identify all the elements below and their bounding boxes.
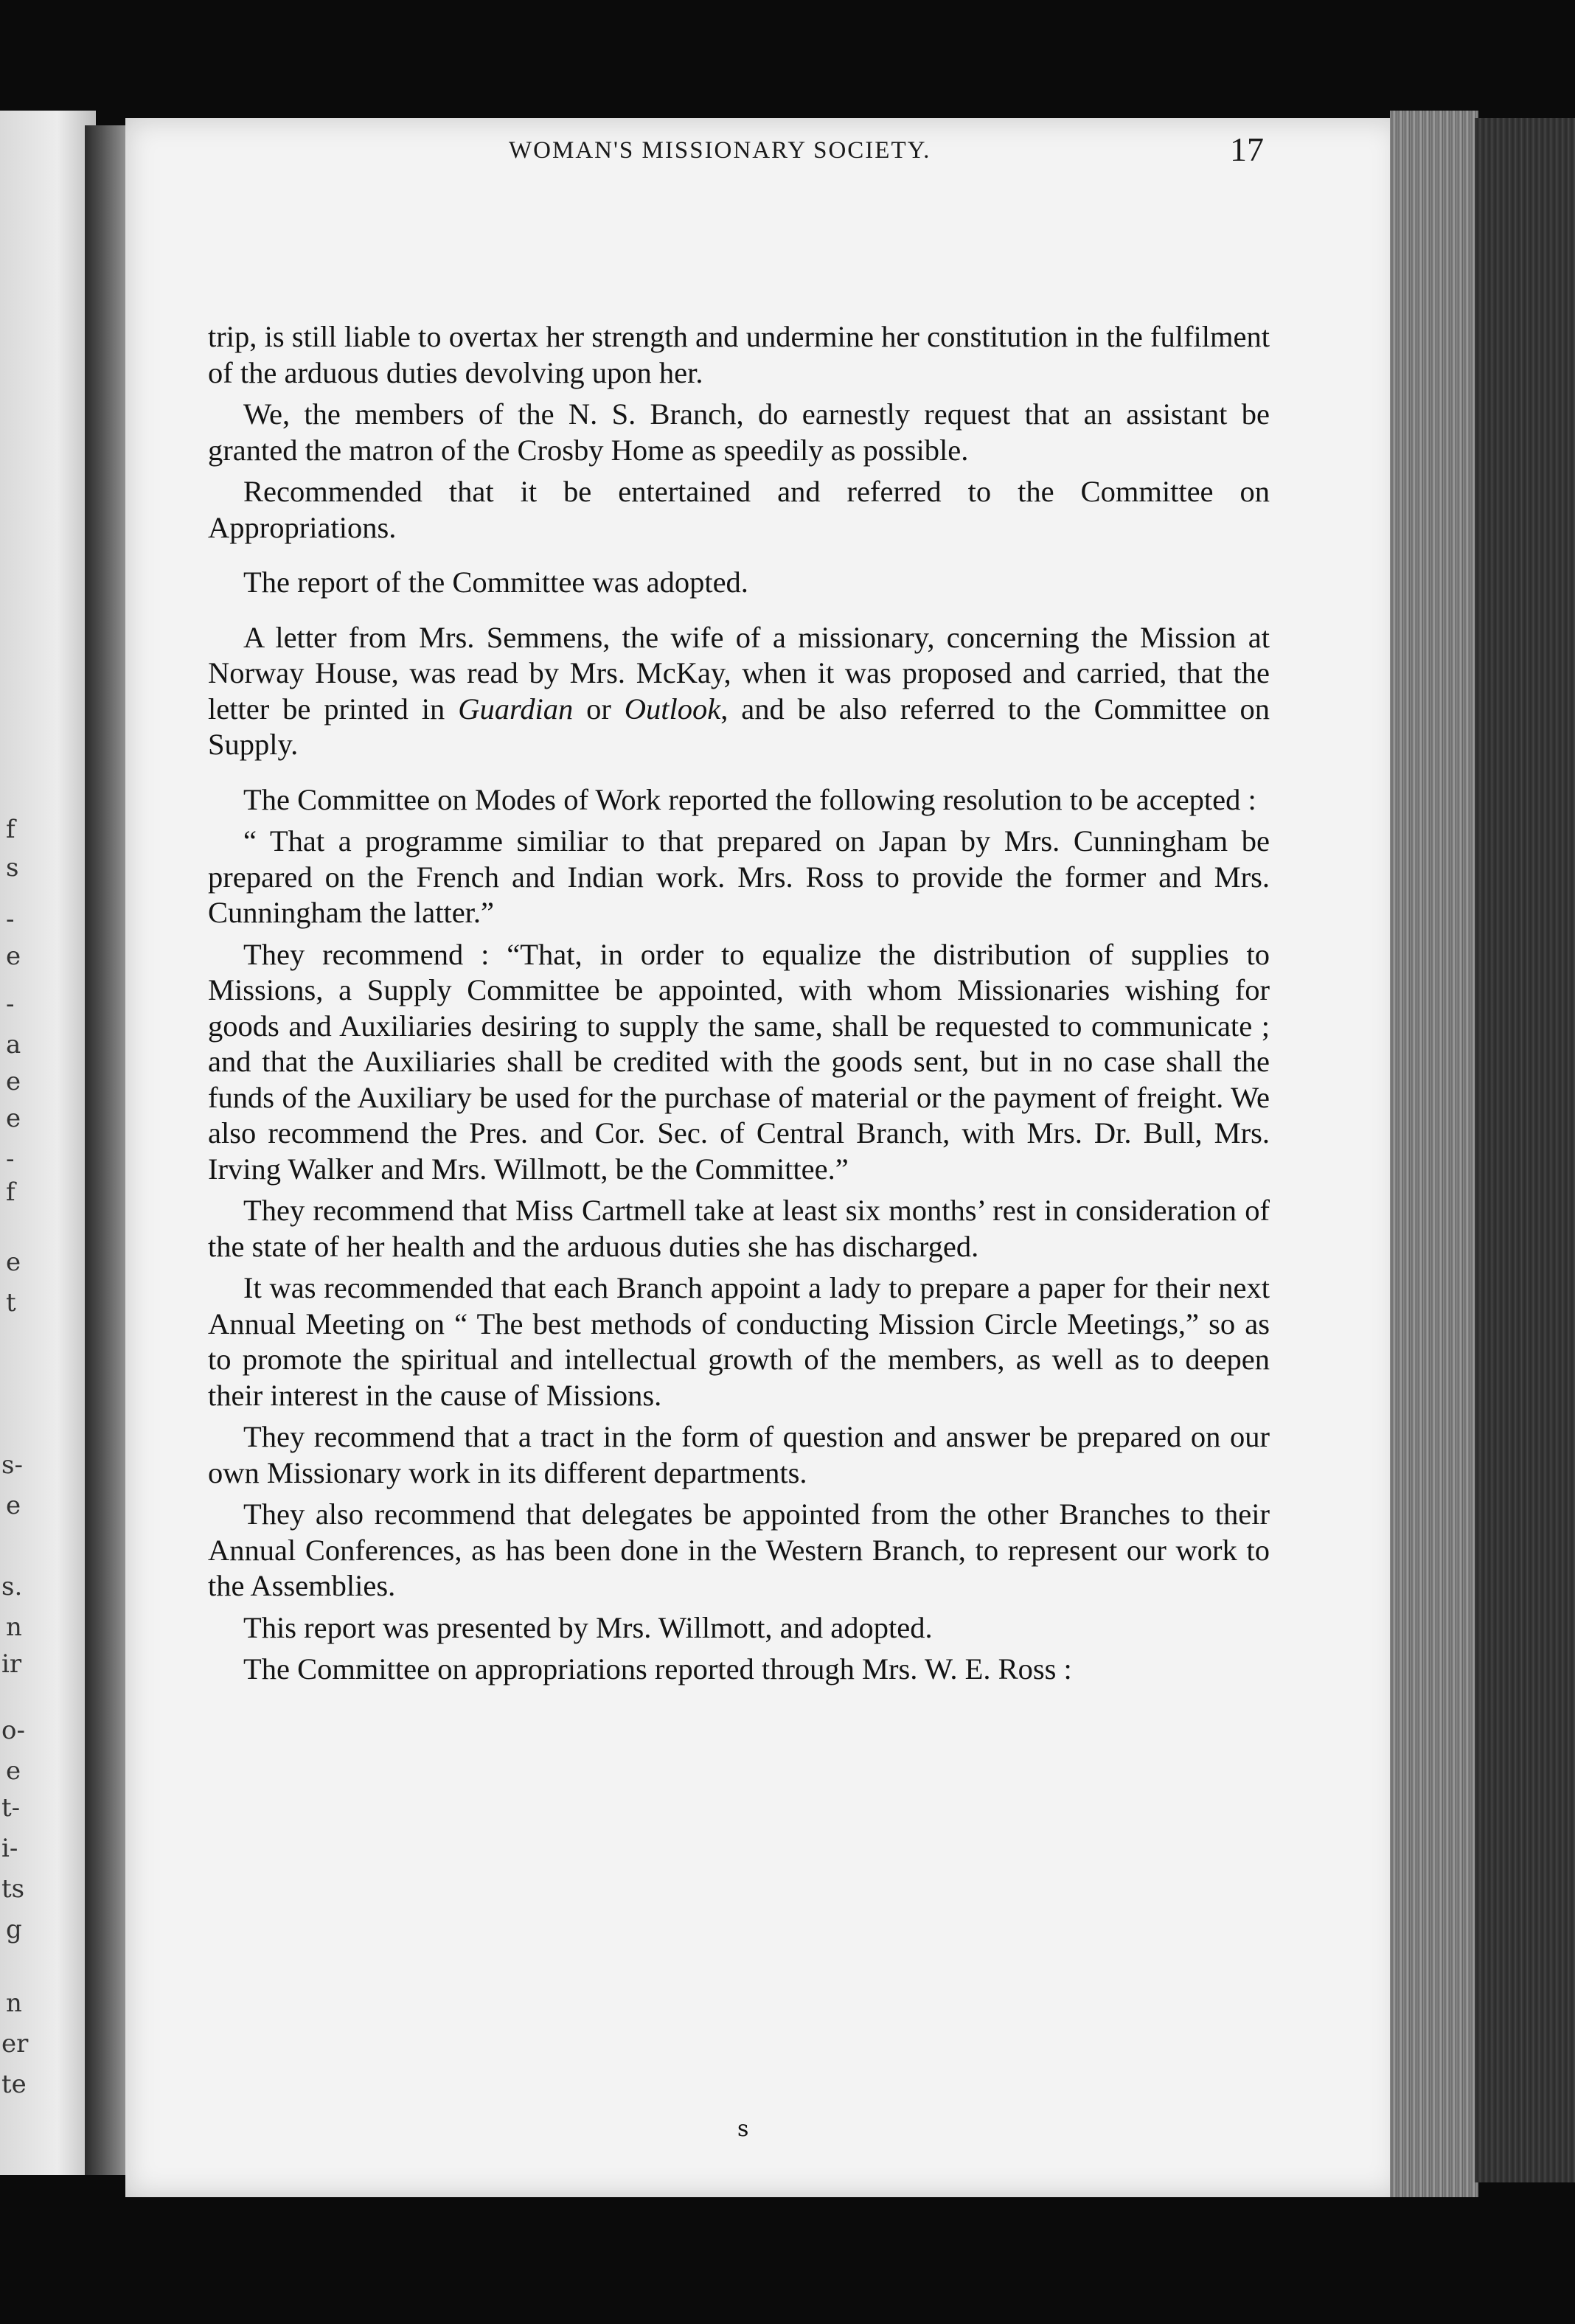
paragraph: It was recommended that each Branch appoint a lady to prepare a paper for their next Annual Meeting on “ The best methods of conducting Mission Circle Meetings,” so as to promote the spiritual and intellectual growth of the members, as well as to deepen their interest in the cause of Missions. xyxy=(208,1271,1270,1412)
edge-letter: s. xyxy=(1,1572,23,1601)
paragraph: Recommended that it be entertained and referred to the Committee on Appropriations. xyxy=(208,475,1270,544)
paragraph xyxy=(208,620,1270,763)
edge-letter: s xyxy=(6,853,19,883)
book-gutter xyxy=(85,125,129,2175)
edge-letter: er xyxy=(1,2029,29,2059)
page-header xyxy=(140,130,1264,168)
edge-letter: e xyxy=(6,942,21,971)
edge-letter: te xyxy=(1,2070,27,2099)
edge-letter: e xyxy=(6,1491,21,1520)
edge-letter: o- xyxy=(1,1716,25,1745)
italic-title: Guardian xyxy=(458,692,574,726)
paragraph-text: , and be also referred to the Committee on Supply. xyxy=(208,692,1270,761)
paragraph: This report was presented by Mrs. Willmott, and adopted. xyxy=(243,1610,933,1644)
page-number: 17 xyxy=(1230,131,1264,168)
edge-letter: e xyxy=(6,1248,21,1277)
edge-letter: s- xyxy=(1,1450,23,1480)
paragraph: They recommend that Miss Cartmell take at least six months’ rest in consideration of the state of her health and the arduous duties she has discharged. xyxy=(208,1194,1270,1263)
paragraph: The Committee on Modes of Work reported the following resolution to be accepted : xyxy=(243,782,1256,816)
edge-letter: e xyxy=(6,1067,21,1096)
paragraph: The Committee on appropriations reported through Mrs. W. E. Ross : xyxy=(243,1652,1072,1685)
edge-letter: t xyxy=(6,1288,16,1318)
previous-page-edge xyxy=(0,111,96,2175)
paragraph: trip, is still liable to overtax her strength and undermine her constitution in the fulfilment of the arduous duties devolving upon her. xyxy=(208,320,1270,389)
edge-letter: - xyxy=(6,989,15,1019)
paragraph: The report of the Committee was adopted. xyxy=(243,566,748,599)
edge-letter: g xyxy=(6,1915,22,1944)
paragraph: We, the members of the N. S. Branch, do earnestly request that an assistant be granted the matron of the Crosby Home as speedily as possible. xyxy=(208,397,1270,467)
edge-letter: a xyxy=(6,1030,21,1060)
edge-letter: - xyxy=(6,1144,15,1174)
page-stack-edge xyxy=(1390,111,1478,2197)
running-head: WOMAN'S MISSIONARY SOCIETY. xyxy=(509,137,931,164)
edge-letter: - xyxy=(6,905,15,934)
signature-mark: s xyxy=(737,2116,749,2142)
edge-letter: f xyxy=(6,1177,15,1207)
paragraph-text: or xyxy=(573,692,625,726)
page-body xyxy=(208,319,1270,1688)
book-cover-edge xyxy=(1475,118,1575,2182)
edge-letter: e xyxy=(6,1756,21,1786)
paragraph: “ That a programme similiar to that prepared on Japan by Mrs. Cunningham be prepared on the French and Indian work. Mrs. Ross to provide the former and Mrs. Cunningham the latter.” xyxy=(208,824,1270,929)
edge-letter: t- xyxy=(1,1793,21,1823)
edge-letter: n xyxy=(6,1612,22,1642)
edge-letter: n xyxy=(6,1989,22,2018)
edge-letter: ts xyxy=(1,1874,25,1904)
edge-letter: e xyxy=(6,1104,21,1133)
edge-letter: i- xyxy=(1,1834,18,1863)
paragraph-text: A letter from Mrs. Semmens, the wife of a missionary, concerning the Mission at Norway House, was read by Mrs. McKay, when it was proposed and carried, that the letter be printed in xyxy=(208,620,1270,726)
edge-letter: f xyxy=(6,815,15,844)
paragraph: They recommend : “That, in order to equalize the distribution of supplies to Missions, a Supply Committee be appointed, with whom Missionaries wishing for goods and Auxiliaries desiring to supply the same, shall be requested to communicate ; and that the Auxiliaries shall be credited with the goods sent, but in no case shall the funds of the Auxiliary be used for the purchase of material or the payment of freight. We also recommend the Pres. and Cor. Sec. of Central Branch, with Mrs. Dr. Bull, Mrs. Irving Walker and Mrs. Willmott, be the Committee.” xyxy=(208,937,1270,1186)
paragraph: They recommend that a tract in the form of question and answer be prepared on our own Missionary work in its different departments. xyxy=(208,1420,1270,1489)
italic-title: Outlook xyxy=(624,692,721,726)
paragraph: They also recommend that delegates be appointed from the other Branches to their Annual Conferences, as has been done in the Western Branch, to represent our work to the Assemblies. xyxy=(208,1497,1270,1602)
edge-letter: ir xyxy=(1,1649,22,1679)
